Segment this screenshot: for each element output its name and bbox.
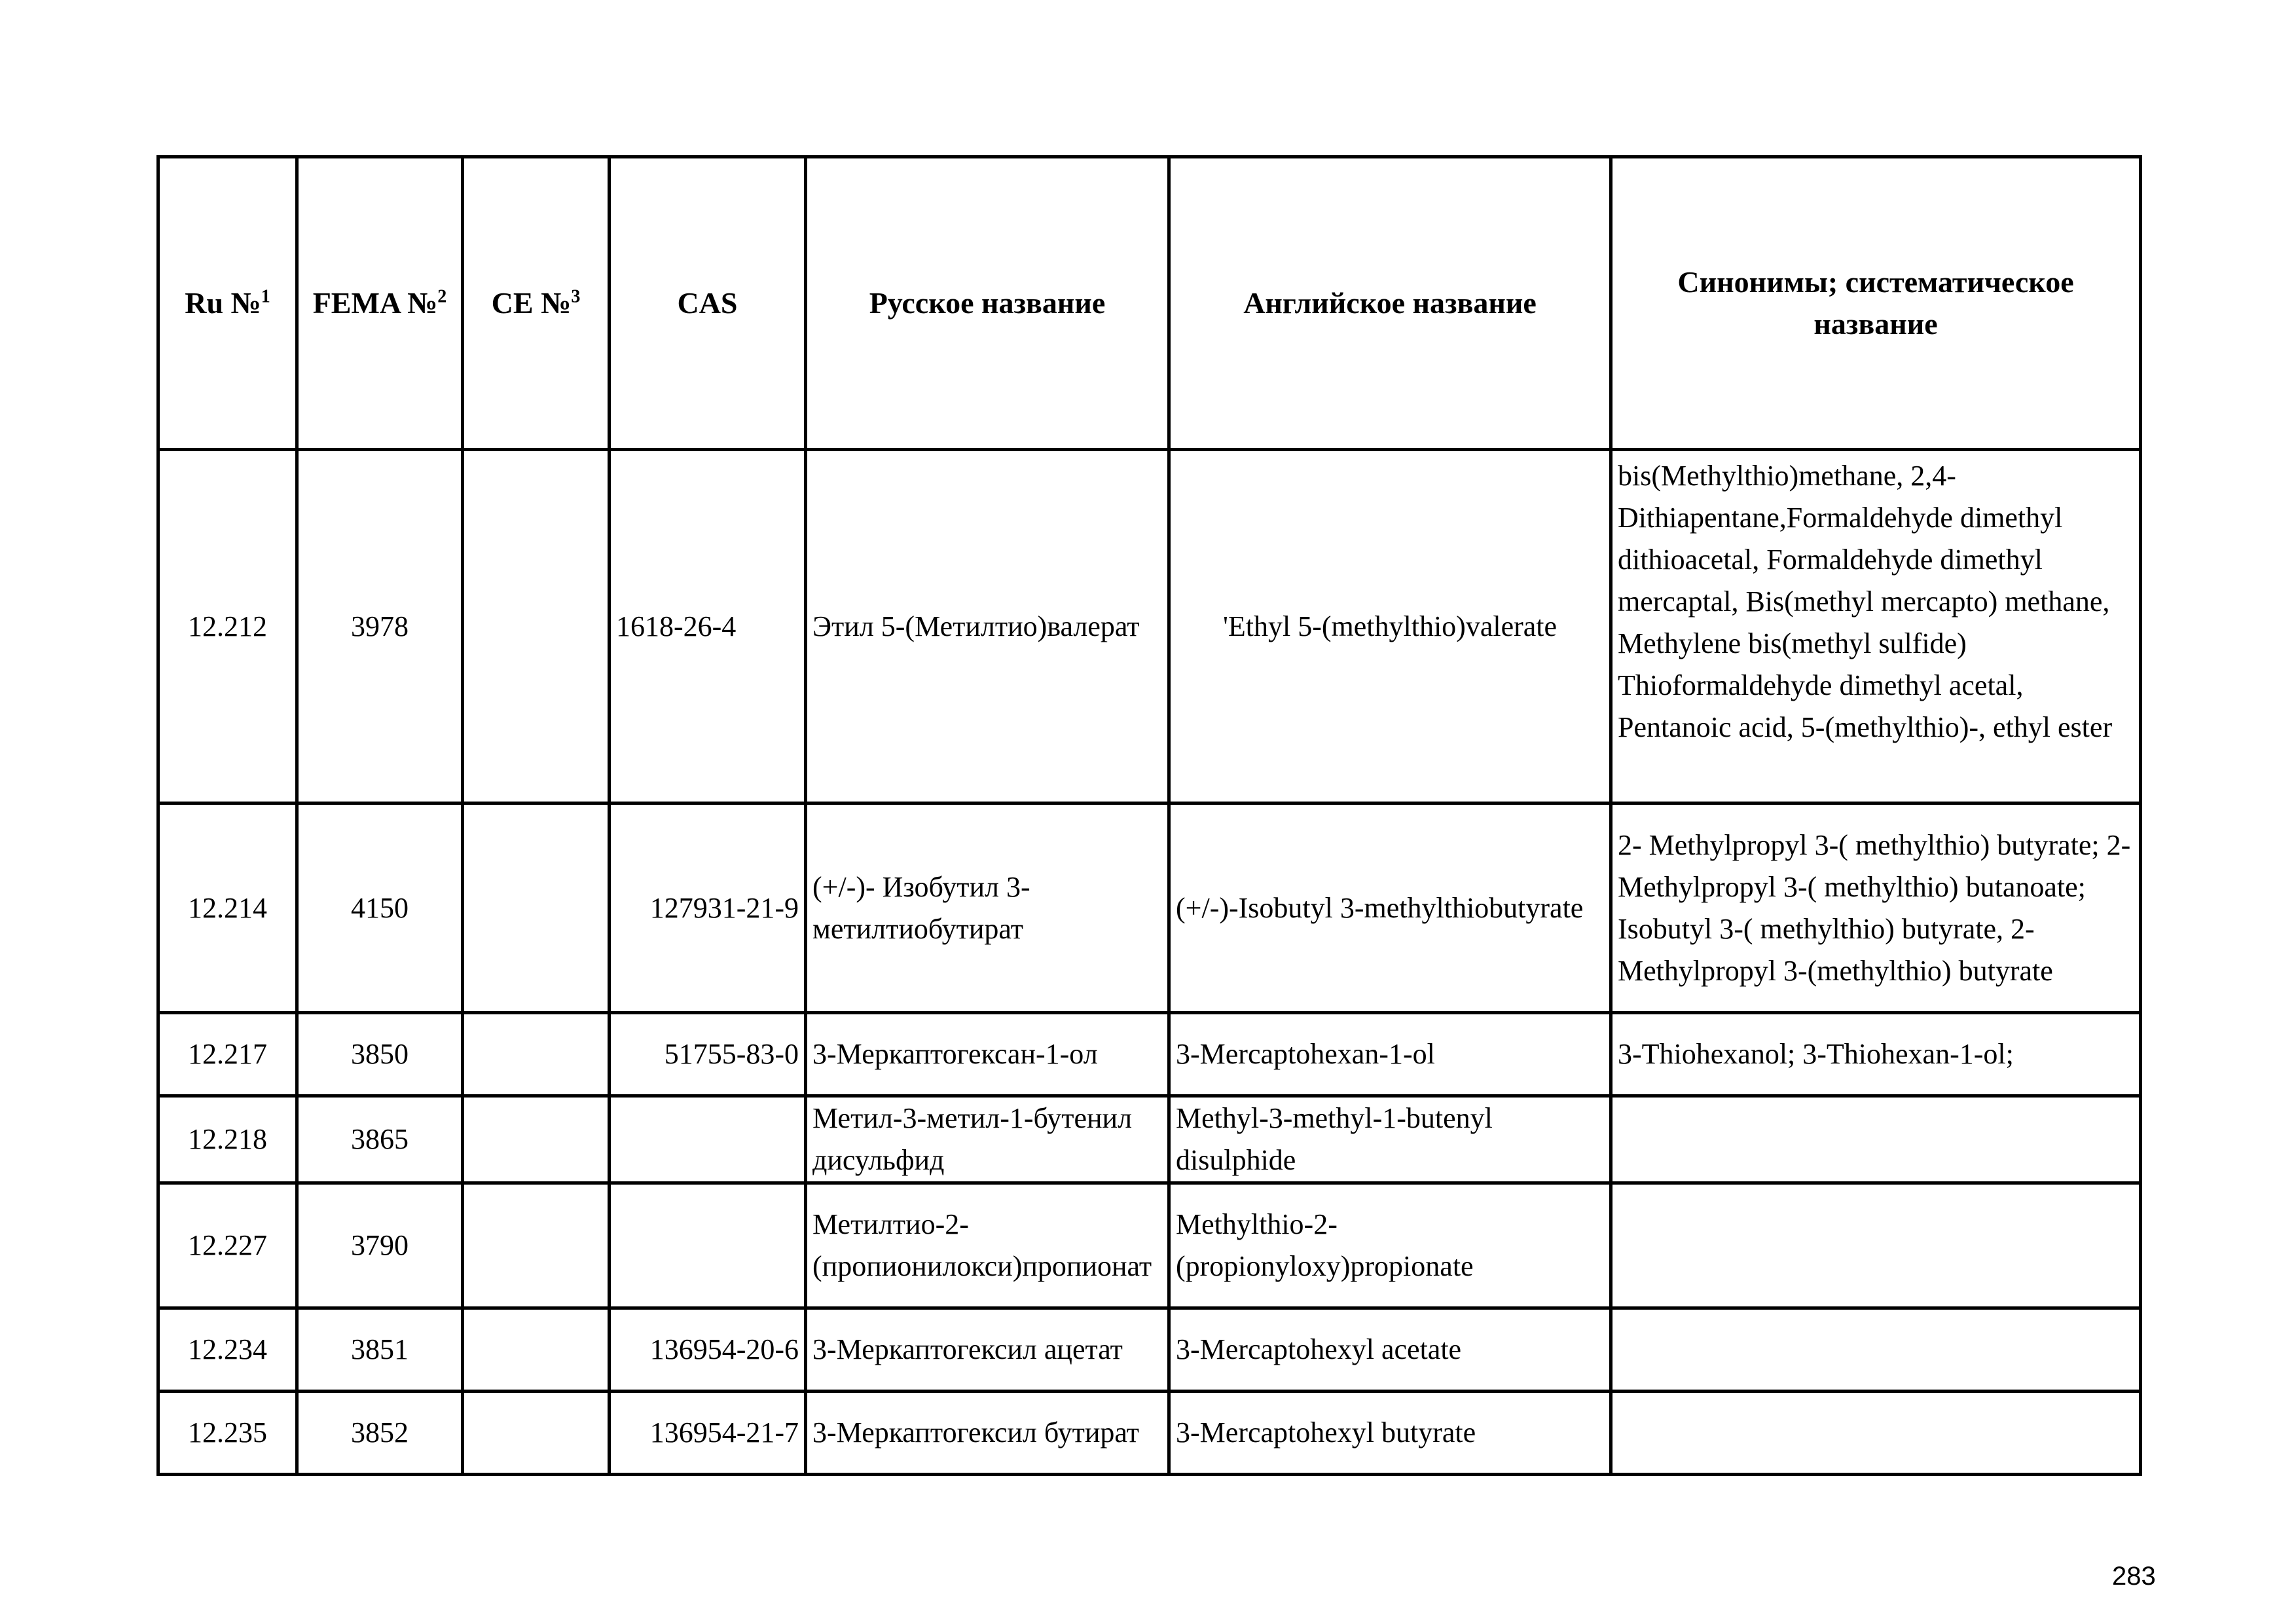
substances-table xyxy=(156,155,2142,1476)
cell-ce xyxy=(463,1308,610,1392)
cell-fema: 3865 xyxy=(297,1096,463,1183)
cell-english-name: 3-Mercaptohexyl acetate xyxy=(1169,1308,1611,1392)
cell-ru: 12.214 xyxy=(158,803,297,1013)
cell-english-name: Methylthio-2-(propionyloxy)propionate xyxy=(1169,1183,1611,1308)
table-row xyxy=(158,1392,2141,1475)
cell-ru: 12.227 xyxy=(158,1183,297,1308)
cell-ce xyxy=(463,1013,610,1096)
cell-english-name: Methyl-3-methyl-1-butenyl disulphide xyxy=(1169,1096,1611,1183)
cell-fema: 3851 xyxy=(297,1308,463,1392)
header-english-name: Английское название xyxy=(1169,157,1611,450)
cell-russian-name: 3-Меркаптогексан-1-ол xyxy=(806,1013,1169,1096)
cell-russian-name: 3-Меркаптогексил ацетат xyxy=(806,1308,1169,1392)
synonyms-line-2: Thioformaldehyde dimethyl acetal, Pentanoic acid, 5-(methylthio)-, ethyl ester xyxy=(1618,669,2113,743)
header-row xyxy=(158,157,2141,450)
header-ru-no: Ru №$^1$ xyxy=(158,157,297,450)
cell-ru: 12.212 xyxy=(158,450,297,803)
cell-cas: 136954-21-7 xyxy=(610,1392,806,1475)
header-synonyms: Синонимы; систематическое название xyxy=(1611,157,2141,450)
table-row xyxy=(158,1183,2141,1308)
cell-ce xyxy=(463,1183,610,1308)
cell-ce xyxy=(463,803,610,1013)
cell-russian-name: Метил-3-метил-1-бутенил дисульфид xyxy=(806,1096,1169,1183)
cell-russian-name: (+/-)- Изобутил 3-метилтиобутират xyxy=(806,803,1169,1013)
header-cas: CAS xyxy=(610,157,806,450)
cell-fema: 3978 xyxy=(297,450,463,803)
cell-cas: 1618-26-4 xyxy=(610,450,806,803)
cell-ce xyxy=(463,1392,610,1475)
cell-fema: 3852 xyxy=(297,1392,463,1475)
cell-cas xyxy=(610,1096,806,1183)
synonyms-line-1: bis(Methylthio)methane, 2,4-Dithiapentane,Formaldehyde dimethyl dithioacetal, Formaldehyde dimethyl mercaptal, Bis(methyl mercapto) methane, Methylene bis(methyl sulfide) xyxy=(1618,460,2110,659)
cell-russian-name: Метилтио-2-(пропионилокси)пропионат xyxy=(806,1183,1169,1308)
cell-russian-name: 3-Меркаптогексил бутират xyxy=(806,1392,1169,1475)
cell-synonyms xyxy=(1611,450,2141,803)
cell-cas xyxy=(610,1183,806,1308)
cell-ce xyxy=(463,1096,610,1183)
cell-russian-name: Этил 5-(Метилтио)валерат xyxy=(806,450,1169,803)
cell-ce xyxy=(463,450,610,803)
cell-synonyms xyxy=(1611,1392,2141,1475)
cell-synonyms xyxy=(1611,1096,2141,1183)
cell-fema: 3850 xyxy=(297,1013,463,1096)
table-row xyxy=(158,1013,2141,1096)
cell-fema: 4150 xyxy=(297,803,463,1013)
cell-english-name: 3-Mercaptohexyl butyrate xyxy=(1169,1392,1611,1475)
cell-cas: 127931-21-9 xyxy=(610,803,806,1013)
cell-fema: 3790 xyxy=(297,1183,463,1308)
table-row xyxy=(158,1308,2141,1392)
header-russian-name: Русское название xyxy=(806,157,1169,450)
cell-english-name: (+/-)-Isobutyl 3-methylthiobutyrate xyxy=(1169,803,1611,1013)
table-row xyxy=(158,450,2141,803)
cell-ru: 12.235 xyxy=(158,1392,297,1475)
table-row xyxy=(158,803,2141,1013)
cell-english-name: 3-Mercaptohexan-1-ol xyxy=(1169,1013,1611,1096)
cell-cas: 136954-20-6 xyxy=(610,1308,806,1392)
header-ce-no: CE №$^3$ xyxy=(463,157,610,450)
table-row xyxy=(158,1096,2141,1183)
cell-english-name: 'Ethyl 5-(methylthio)valerate xyxy=(1169,450,1611,803)
cell-cas: 51755-83-0 xyxy=(610,1013,806,1096)
cell-synonyms xyxy=(1611,1308,2141,1392)
cell-synonyms: 3-Thiohexanol; 3-Thiohexan-1-ol; xyxy=(1611,1013,2141,1096)
page-number: 283 xyxy=(2112,1562,2156,1591)
cell-synonyms: 2- Methylpropyl 3-( methylthio) butyrate; 2- Methylpropyl 3-( methylthio) butanoate; Isobutyl 3-( methylthio) butyrate, 2-Methylpropyl 3-(methylthio) butyrate xyxy=(1611,803,2141,1013)
cell-ru: 12.234 xyxy=(158,1308,297,1392)
cell-ru: 12.217 xyxy=(158,1013,297,1096)
cell-ru: 12.218 xyxy=(158,1096,297,1183)
header-fema-no: FEMA №$^2$ xyxy=(297,157,463,450)
cell-synonyms xyxy=(1611,1183,2141,1308)
